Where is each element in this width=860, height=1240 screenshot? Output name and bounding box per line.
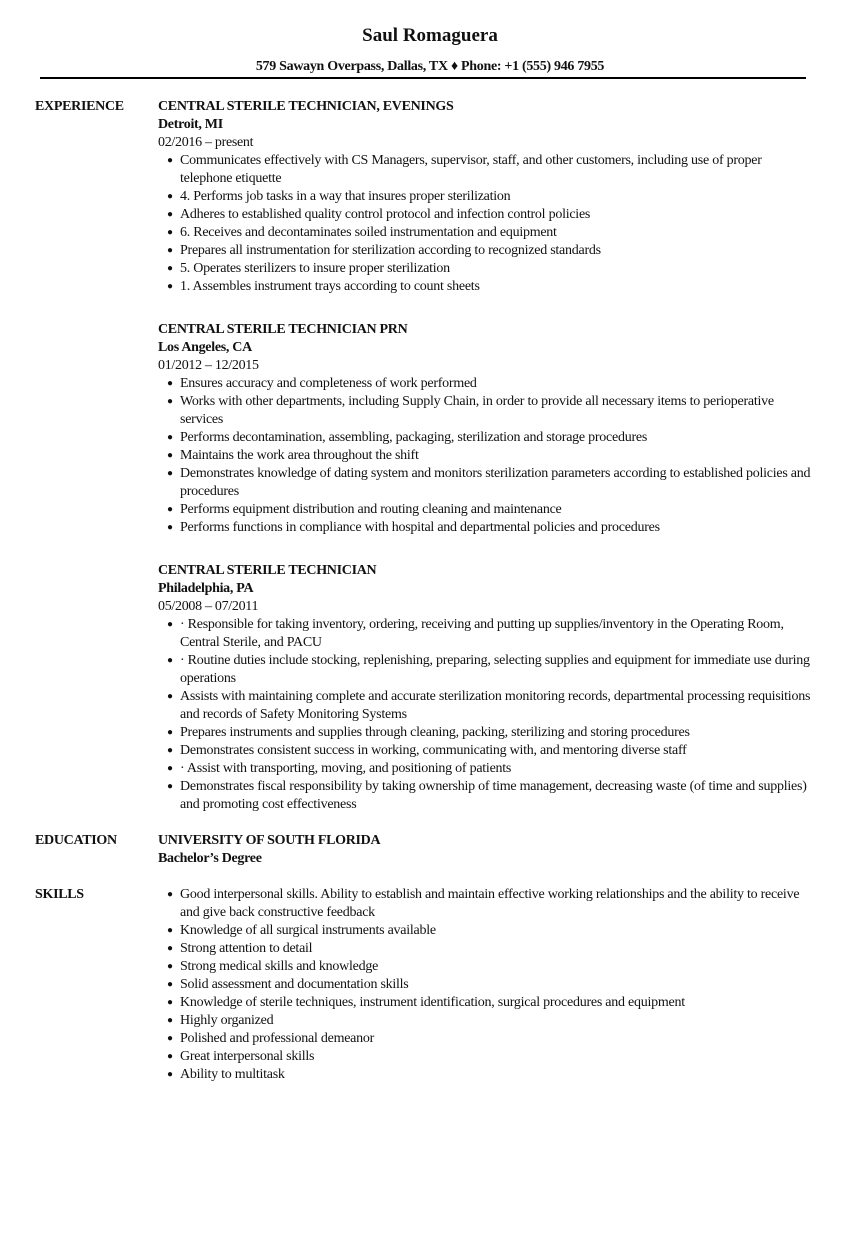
list-item (167, 742, 812, 760)
job-location: Philadelphia, PA (158, 581, 254, 596)
degree: Bachelor’s Degree (158, 851, 262, 866)
bullet-icon: ● (167, 925, 173, 936)
section-label: EXPERIENCE (35, 99, 124, 114)
list-item (167, 429, 812, 447)
list-item-text: Highly organized (180, 1013, 274, 1028)
list-item-text: Adheres to established quality control protocol and infection control policies (180, 207, 591, 222)
list-item (167, 652, 812, 688)
bullet-icon: ● (167, 763, 173, 774)
list-item (167, 188, 812, 206)
bullet-icon: ● (167, 450, 173, 461)
bullet-icon: ● (167, 979, 173, 990)
list-item (167, 760, 812, 778)
bullet-icon: ● (167, 961, 173, 972)
skills-list (158, 886, 825, 1084)
list-item-text: Strong attention to detail (180, 941, 313, 956)
list-item (167, 1048, 812, 1066)
bullet-icon: ● (167, 432, 173, 443)
list-item-text: Performs decontamination, assembling, packaging, sterilization and storage procedures (180, 430, 648, 445)
job-dates: 02/2016 – present (158, 135, 254, 150)
jobs-list (158, 98, 825, 814)
list-item (167, 224, 812, 242)
contact-line: 579 Sawayn Overpass, Dallas, TX ♦ Phone: +1 (555) 946 7955 (255, 59, 605, 74)
job-title: CENTRAL STERILE TECHNICIAN, EVENINGS (158, 99, 454, 114)
list-item-text: · Responsible for taking inventory, ordering, receiving and putting up supplies/inventory in the Operating Room, Central Sterile, and PACU (180, 617, 784, 650)
list-item-text: Strong medical skills and knowledge (180, 959, 379, 974)
list-item (167, 375, 812, 393)
bullet-icon: ● (167, 745, 173, 756)
job-entry (158, 98, 825, 296)
candidate-name: Saul Romaguera (362, 25, 498, 46)
bullet-icon: ● (167, 1033, 173, 1044)
job-location: Los Angeles, CA (158, 340, 252, 355)
experience-section (35, 98, 825, 814)
list-item (167, 886, 812, 922)
list-item-text: Ability to multitask (180, 1067, 285, 1082)
list-item (167, 616, 812, 652)
list-item-text: Prepares instruments and supplies through cleaning, packing, sterilizing and storing procedures (180, 725, 690, 740)
list-item-text: Knowledge of all surgical instruments available (180, 923, 436, 938)
list-item-text: 5. Operates sterilizers to insure proper sterilization (180, 261, 450, 276)
list-item-text: Assists with maintaining complete and accurate sterilization monitoring records, departmental processing requisitions and records of Safety Monitoring Systems (180, 689, 811, 722)
list-item-text: Communicates effectively with CS Managers, supervisor, staff, and other customers, including use of proper telephone etiquette (180, 153, 762, 186)
list-item-text: Knowledge of sterile techniques, instrument identification, surgical procedures and equipment (180, 995, 685, 1010)
bullet-icon: ● (167, 245, 173, 256)
list-item-text: Great interpersonal skills (180, 1049, 315, 1064)
list-item (167, 1012, 812, 1030)
list-item-text: 4. Performs job tasks in a way that insures proper sterilization (180, 189, 511, 204)
section-label: EDUCATION (35, 833, 117, 848)
job-dates: 01/2012 – 12/2015 (158, 358, 259, 373)
list-item-text: Demonstrates fiscal responsibility by taking ownership of time management, decreasing waste (of time and supplies) and promoting cost effectiveness (180, 779, 807, 812)
list-item-text: Solid assessment and documentation skills (180, 977, 409, 992)
bullet-icon: ● (167, 504, 173, 515)
list-item-text: 1. Assembles instrument trays according to count sheets (180, 279, 480, 294)
list-item-text: Prepares all instrumentation for sterilization according to recognized standards (180, 243, 601, 258)
bullet-icon: ● (167, 191, 173, 202)
bullet-icon: ● (167, 1051, 173, 1062)
list-item (167, 724, 812, 742)
bullet-icon: ● (167, 396, 173, 407)
list-item-text: · Routine duties include stocking, replenishing, preparing, selecting supplies and equipment for immediate use during operations (180, 653, 810, 686)
bullet-icon: ● (167, 655, 173, 666)
bullet-icon: ● (167, 943, 173, 954)
list-item (167, 994, 812, 1012)
list-item (167, 501, 812, 519)
job-bullets (158, 616, 825, 814)
bullet-icon: ● (167, 378, 173, 389)
job-title: CENTRAL STERILE TECHNICIAN PRN (158, 322, 408, 337)
list-item-text: Demonstrates knowledge of dating system and monitors sterilization parameters according to established policies and procedures (180, 466, 811, 499)
list-item-text: Performs functions in compliance with hospital and departmental policies and procedures (180, 520, 660, 535)
list-item-text: Maintains the work area throughout the shift (180, 448, 419, 463)
list-item (167, 278, 812, 296)
list-item (167, 393, 812, 429)
header-divider (40, 77, 806, 79)
list-item (167, 242, 812, 260)
job-dates: 05/2008 – 07/2011 (158, 599, 259, 614)
bullet-icon: ● (167, 155, 173, 166)
list-item-text: · Assist with transporting, moving, and positioning of patients (180, 761, 512, 776)
skills-section (35, 886, 825, 1084)
bullet-icon: ● (167, 889, 173, 900)
list-item-text: 6. Receives and decontaminates soiled instrumentation and equipment (180, 225, 557, 240)
list-item (167, 958, 812, 976)
job-bullets (158, 152, 825, 296)
bullet-icon: ● (167, 281, 173, 292)
list-item (167, 778, 812, 814)
education-section (35, 832, 825, 868)
list-item (167, 1066, 812, 1084)
resume-body (35, 98, 825, 1102)
job-entry (158, 562, 825, 814)
list-item-text: Demonstrates consistent success in working, communicating with, and mentoring diverse staff (180, 743, 687, 758)
bullet-icon: ● (167, 522, 173, 533)
school-name: UNIVERSITY OF SOUTH FLORIDA (158, 833, 381, 848)
list-item (167, 976, 812, 994)
job-entry (158, 321, 825, 537)
list-item (167, 465, 812, 501)
list-item (167, 519, 812, 537)
bullet-icon: ● (167, 209, 173, 220)
list-item-text: Polished and professional demeanor (180, 1031, 375, 1046)
bullet-icon: ● (167, 263, 173, 274)
bullet-icon: ● (167, 1069, 173, 1080)
list-item (167, 940, 812, 958)
bullet-icon: ● (167, 468, 173, 479)
list-item (167, 688, 812, 724)
list-item (167, 447, 812, 465)
list-item-text: Good interpersonal skills. Ability to establish and maintain effective working relationships and the ability to receive and give back constructive feedback (180, 887, 800, 920)
list-item (167, 1030, 812, 1048)
bullet-icon: ● (167, 727, 173, 738)
list-item-text: Ensures accuracy and completeness of work performed (180, 376, 477, 391)
list-item (167, 152, 812, 188)
bullet-icon: ● (167, 619, 173, 630)
list-item (167, 260, 812, 278)
list-item-text: Works with other departments, including Supply Chain, in order to provide all necessary items to perioperative services (180, 394, 774, 427)
bullet-icon: ● (167, 1015, 173, 1026)
job-bullets (158, 375, 825, 537)
list-item (167, 922, 812, 940)
bullet-icon: ● (167, 997, 173, 1008)
job-location: Detroit, MI (158, 117, 223, 132)
list-item (167, 206, 812, 224)
bullet-icon: ● (167, 691, 173, 702)
list-item-text: Performs equipment distribution and routing cleaning and maintenance (180, 502, 562, 517)
bullet-icon: ● (167, 781, 173, 792)
bullet-icon: ● (167, 227, 173, 238)
job-title: CENTRAL STERILE TECHNICIAN (158, 563, 377, 578)
section-label: SKILLS (35, 887, 84, 902)
